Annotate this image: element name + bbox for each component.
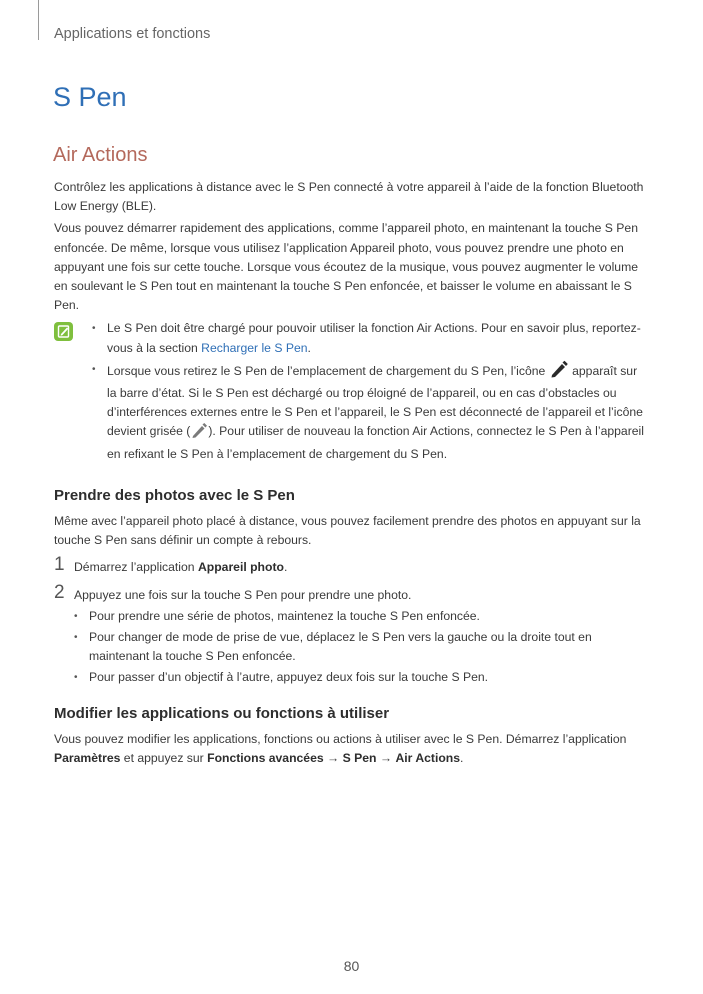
advanced-features-path: Fonctions avancées: [207, 751, 324, 766]
intro-paragraph-1: Contrôlez les applications à distance avec le S Pen connecté à votre appareil à l’aide de la fonction Bluetooth Low Energy (BLE).: [54, 180, 644, 214]
settings-app: Paramètres: [54, 751, 121, 766]
step-2-text: Appuyez une fois sur la touche S Pen pour prendre une photo.: [74, 587, 412, 602]
section-title: Air Actions: [53, 144, 148, 166]
spen-path: S Pen: [342, 751, 377, 766]
photos-description: Même avec l’appareil photo placé à distance, vous pouvez facilement prendre des photos en appuyant sur la touche S Pen sans définir un compte à rebours.: [54, 514, 641, 548]
note-bullet-2-part3: ). Pour utiliser de nouveau la fonction Air Actions, connectez le S Pen à l’appareil en refixant le S Pen à l’emplacement de chargement du S Pen.: [107, 424, 644, 461]
modify-end: .: [460, 751, 464, 766]
step-1: [54, 554, 646, 577]
intro-paragraph-2: Vous pouvez démarrer rapidement des applications, comme l’appareil photo, en maintenant la touche S Pen enfoncée. De même, lorsque vous utilisez l’application Appareil photo, vous pouvez prendre une photo en appuyant une fois sur cette touche. Lorsque vous écoutez de la musique, vous pouvez augmenter le volume en soulevant le S Pen tout en maintenant la touche S Pen enfoncée, et baisser le volume en abaissant le S Pen.: [54, 221, 639, 313]
note-bullet-1-end: .: [307, 340, 311, 355]
step-1-app-name: Appareil photo: [197, 560, 284, 575]
page-number: 80: [343, 958, 360, 974]
step-1-end: .: [283, 560, 288, 575]
photos-subtitle: Prendre des photos avec le S Pen: [54, 486, 295, 504]
modify-paragraph: [54, 730, 646, 768]
running-header: Applications et fonctions: [54, 26, 211, 42]
note-block: [54, 319, 646, 463]
step-2-number: 2: [54, 581, 65, 603]
modify-text-1: Vous pouvez modifier les applications, fonctions ou actions à utiliser avec le S Pen. Démarrez l’application: [54, 731, 627, 746]
step-1-text: Démarrez l’application: [74, 560, 198, 575]
list-item: • Pour prendre une série de photos, maintenez la touche S Pen enfoncée.: [74, 607, 646, 626]
step-1-number: 1: [54, 554, 65, 576]
list-item: • Pour changer de mode de prise de vue, déplacez le S Pen vers la gauche ou la droite tout en maintenant la touche S Pen enfoncée.: [74, 628, 646, 666]
note-bullet-1-text: Le S Pen doit être chargé pour pouvoir utiliser la fonction Air Actions. Pour en savoir plus, reportez-vous à la section: [107, 321, 641, 355]
recharge-link[interactable]: Recharger le S Pen: [201, 340, 308, 355]
modify-subtitle: Modifier les applications ou fonctions à utiliser: [54, 704, 390, 722]
air-actions-path: Air Actions: [395, 751, 461, 766]
note-icon: [54, 322, 73, 341]
note-bullets: [92, 319, 646, 463]
page-title: S Pen: [53, 82, 127, 112]
note-bullet-2-part1: Lorsque vous retirez le S Pen de l’emplacement de chargement du S Pen, l’icône: [107, 363, 549, 378]
step-2: [54, 581, 646, 688]
modify-text-2: et appuyez sur: [120, 751, 208, 766]
margin-line: [38, 0, 39, 40]
arrow-2: →: [376, 751, 396, 766]
spen-disconnected-icon: [190, 422, 208, 444]
arrow-1: →: [323, 751, 343, 766]
main-content: [54, 178, 646, 771]
note-bullet-2: [92, 360, 646, 464]
spen-connected-icon: [549, 360, 569, 384]
note-bullet-1: [92, 319, 646, 357]
note-bullet-2-part2: apparaît sur la barre d’état. Si le S Pen est déchargé ou trop éloigné de l’appareil, ou en cas d’obstacles ou d’interférences externes entre le S Pen et l’appareil, le S Pen est déconnecté de l’appareil et l’icône devient grisée (: [107, 363, 643, 439]
step-2-bullets: [74, 607, 646, 688]
list-item: • Pour passer d’un objectif à l’autre, appuyez deux fois sur la touche S Pen.: [74, 668, 646, 687]
